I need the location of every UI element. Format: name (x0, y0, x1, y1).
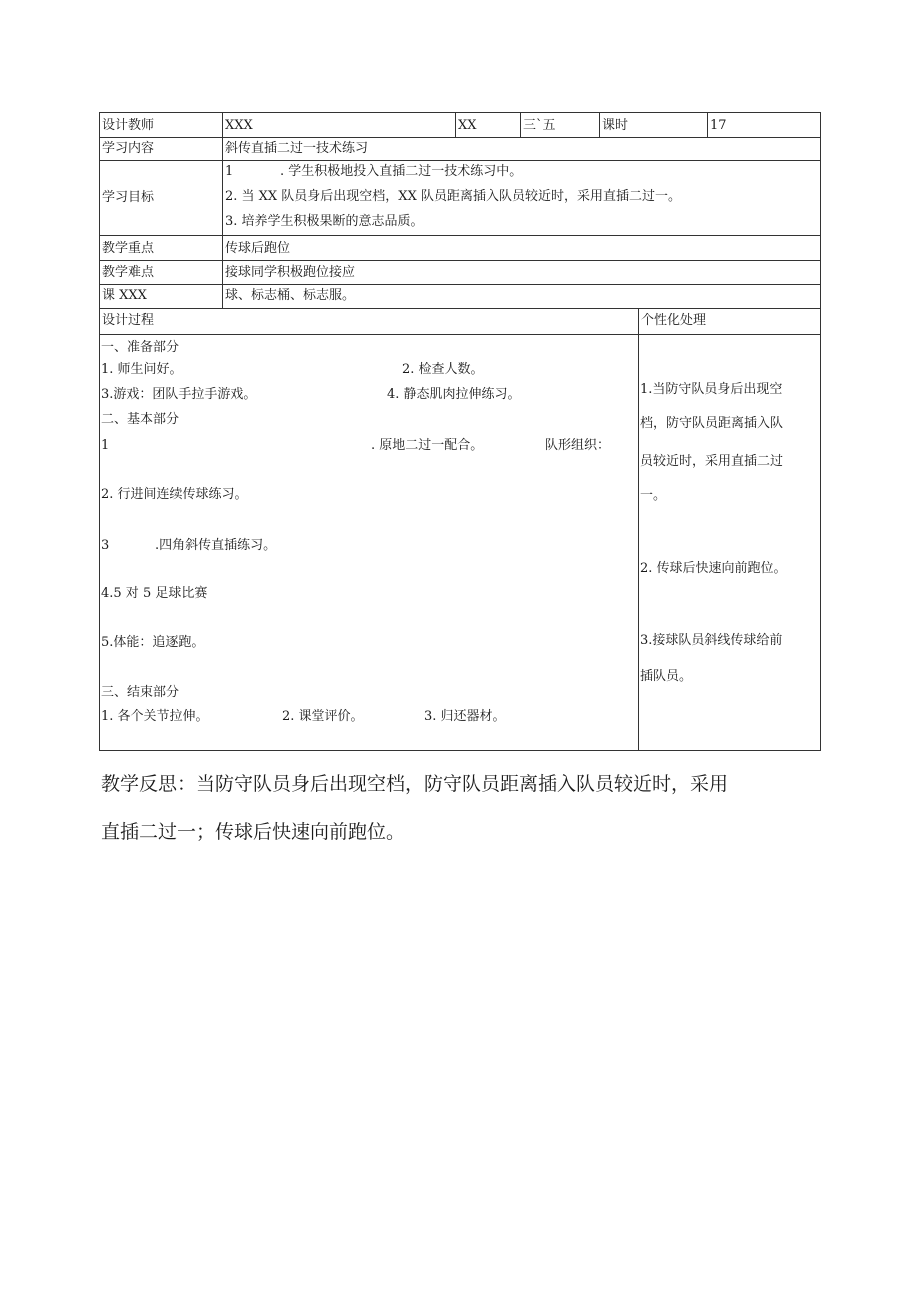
table-border-top (99, 112, 821, 113)
prep-section-title: 一、准备部分 (101, 340, 180, 355)
personal-note-1-line-2: 档，防守队员距离插入队 (640, 416, 784, 431)
end-item-3: 3. 归还器材。 (424, 709, 506, 724)
objective-2: 2. 当 XX 队员身后出现空档，XX 队员距离插入队员较近时，采用直插二过一。 (225, 189, 681, 204)
content-label: 学习内容 (102, 141, 155, 156)
prep-item-2: 2. 检查人数。 (402, 362, 484, 377)
school-value: XX (458, 118, 477, 133)
table-border-right (820, 112, 821, 751)
difficulty-value: 接球同学积极跑位接应 (225, 265, 356, 280)
basic-item-3-text: .四角斜传直插练习。 (155, 538, 277, 553)
teaching-reflection-line-2: 直插二过一；传球后快速向前跑位。 (101, 821, 406, 843)
personal-header: 个性化处理 (641, 313, 707, 328)
row-divider (99, 235, 821, 236)
personal-note-1-line-1: 1.当防守队员身后出现空 (640, 382, 783, 397)
personal-note-2: 2. 传球后快速向前跑位。 (640, 561, 787, 576)
column-divider (707, 112, 708, 137)
row-divider (99, 308, 821, 309)
personal-note-3-line-2: 插队员。 (640, 669, 693, 684)
basic-item-4: 4.5 对 5 足球比赛 (101, 586, 208, 601)
row-divider (99, 260, 821, 261)
process-column-divider (638, 308, 639, 751)
content-value: 斜传直插二过一技术练习 (225, 141, 369, 156)
basic-item-3-number: 3 (101, 538, 110, 553)
row-divider (99, 284, 821, 285)
basic-item-5: 5.体能：追逐跑。 (101, 635, 205, 650)
column-divider (455, 112, 456, 137)
period-value: 17 (710, 118, 727, 133)
difficulty-label: 教学难点 (102, 265, 155, 280)
basic-item-1-number: 1 (101, 438, 110, 453)
designer-value: XXX (225, 118, 253, 133)
end-item-2: 2. 课堂评价。 (282, 709, 364, 724)
objective-1-text: . 学生积极地投入直插二过一技术练习中。 (280, 164, 523, 179)
basic-item-2: 2. 行进间连续传球练习。 (101, 487, 248, 502)
grade-value: 三`五 (523, 118, 556, 133)
equipment-value: 球、标志桶、标志服。 (225, 288, 356, 303)
prep-item-3: 3.游戏：团队手拉手游戏。 (101, 387, 257, 402)
basic-section-title: 二、基本部分 (101, 412, 180, 427)
end-item-1: 1. 各个关节拉伸。 (101, 709, 209, 724)
end-section-title: 三、结束部分 (101, 685, 180, 700)
process-header: 设计过程 (102, 313, 155, 328)
basic-item-1-text: . 原地二过一配合。 (371, 438, 484, 453)
table-border-bottom (99, 750, 821, 751)
designer-label: 设计教师 (102, 118, 155, 133)
personal-note-1-line-4: 一。 (640, 488, 667, 503)
column-divider (599, 112, 600, 137)
teaching-reflection-line-1: 教学反思：当防守队员身后出现空档，防守队员距离插入队员较近时，采用 (101, 773, 729, 795)
row-divider (99, 160, 821, 161)
equipment-label: 课 XXX (102, 288, 147, 303)
personal-note-1-line-3: 员较近时，采用直插二过 (640, 454, 784, 469)
personal-note-3-line-1: 3.接球队员斜线传球给前 (640, 633, 783, 648)
key-point-label: 教学重点 (102, 241, 155, 256)
objective-3: 3. 培养学生积极果断的意志品质。 (225, 214, 424, 229)
label-column-divider (222, 112, 223, 308)
prep-item-1: 1. 师生问好。 (101, 362, 183, 377)
prep-item-4: 4. 静态肌肉拉伸练习。 (387, 387, 521, 402)
formation-label: 队形组织： (545, 438, 611, 453)
row-divider (99, 334, 821, 335)
objectives-label: 学习目标 (102, 190, 155, 205)
row-divider (99, 137, 821, 138)
table-border-left (99, 112, 100, 751)
objective-1-number: 1 (225, 164, 234, 179)
period-label: 课时 (602, 118, 629, 133)
column-divider (520, 112, 521, 137)
key-point-value: 传球后跑位 (225, 241, 291, 256)
